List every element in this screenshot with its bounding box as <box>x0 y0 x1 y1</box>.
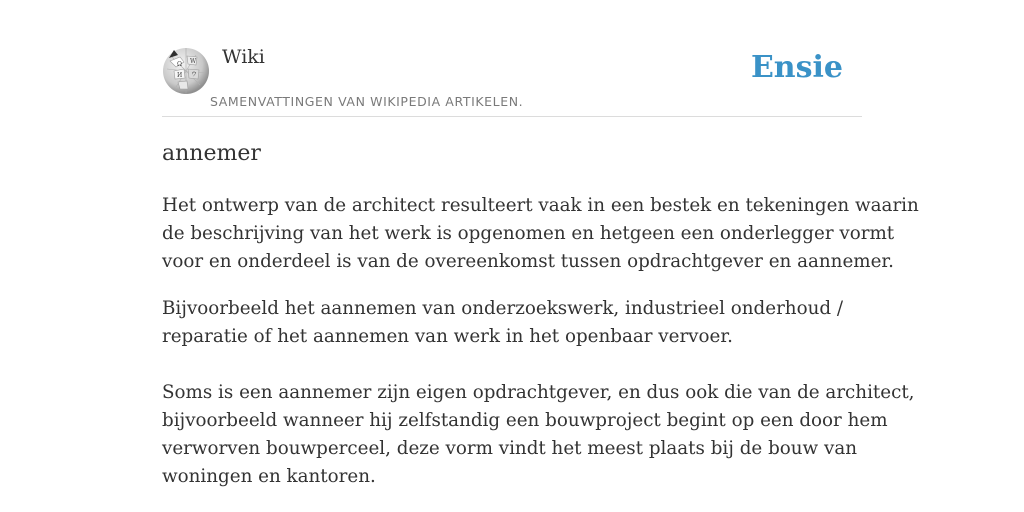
paragraph-line: Soms is een aannemer zijn eigen opdrachtgever, en dus ook die van de architect, <box>162 382 915 403</box>
svg-text:W: W <box>190 58 197 65</box>
paragraph-line: Het ontwerp van de architect resulteert vaak in een bestek en tekeningen waarin <box>162 195 919 216</box>
svg-text:Ω: Ω <box>177 61 182 68</box>
paragraph-line: Bijvoorbeeld het aannemen van onderzoekswerk, industrieel onderhoud / <box>162 298 844 319</box>
header <box>162 42 862 117</box>
svg-text:ウ: ウ <box>191 71 198 78</box>
ensie-home-link[interactable]: Ensie <box>750 50 843 85</box>
article-paragraph <box>162 379 915 491</box>
paragraph-line: woningen en kantoren. <box>162 466 376 487</box>
article-paragraph <box>162 295 862 351</box>
paragraph-line: de beschrijving van het werk is opgenomen en hetgeen een onderlegger vormt <box>162 223 895 244</box>
site-tagline: SAMENVATTINGEN VAN WIKIPEDIA ARTIKELEN. <box>210 94 524 109</box>
article-title: annemer <box>162 141 261 166</box>
article-paragraph <box>162 192 919 276</box>
paragraph-line: reparatie of het aannemen van werk in het openbaar vervoer. <box>162 326 733 347</box>
brand-name: Wiki <box>222 46 265 68</box>
article <box>162 138 919 491</box>
paragraph-line: bijvoorbeeld wanneer hij zelfstandig een bouwproject begint op een door hem <box>162 410 888 431</box>
paragraph-line: verworven bouwperceel, deze vorm vindt het meest plaats bij de bouw van <box>162 438 858 459</box>
wikipedia-globe-icon <box>162 47 210 95</box>
svg-text:И: И <box>177 72 183 79</box>
paragraph-line: voor en onderdeel is van de overeenkomst tussen opdrachtgever en aannemer. <box>162 251 894 272</box>
